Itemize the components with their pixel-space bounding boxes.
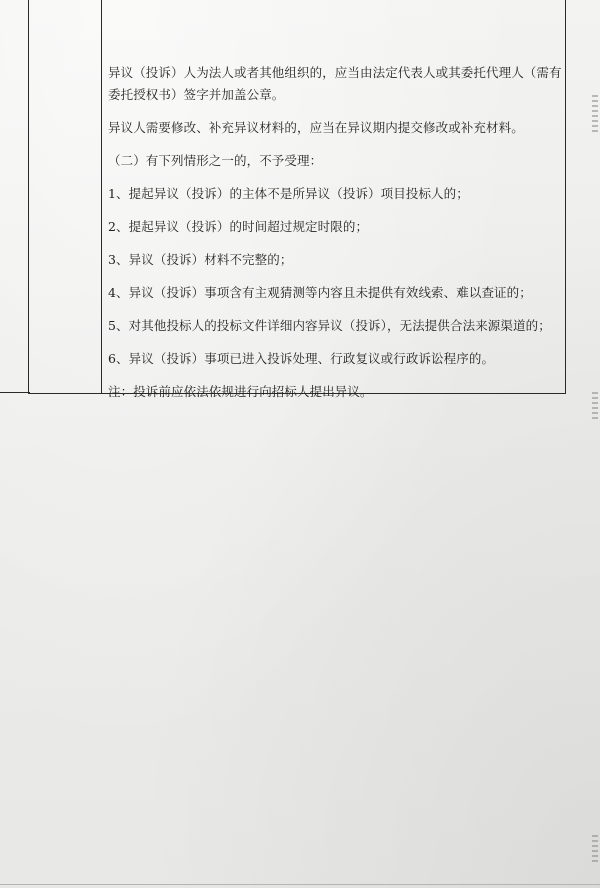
list-item: 5、对其他投标人的投标文件详细内容异议（投诉），无法提供合法来源渠道的； [108, 318, 551, 333]
binding-hole-mark [592, 95, 598, 135]
table-bottom-left-rule [0, 392, 30, 393]
note-line: 注：投诉前应依法依规进行向招标人提出异议。 [108, 384, 373, 399]
table-column-divider [101, 0, 102, 394]
list-item: 3、异议（投诉）材料不完整的； [108, 252, 293, 267]
paragraph-line: 委托授权书）签字并加盖公章。 [108, 87, 285, 102]
binding-hole-mark [592, 392, 598, 422]
table-cell-content [108, 62, 560, 403]
section-heading: （二）有下列情形之一的，不予受理： [108, 153, 323, 168]
paragraph-line: 异议人需要修改、补充异议材料的，应当在异议期内提交修改或补充材料。 [108, 120, 524, 135]
page-bottom-edge [0, 884, 600, 885]
list-item: 6、异议（投诉）事项已进入投诉处理、行政复议或行政诉讼程序的。 [108, 351, 495, 366]
list-item: 1、提起异议（投诉）的主体不是所异议（投诉）项目投标人的； [108, 186, 469, 201]
list-item: 4、异议（投诉）事项含有主观猜测等内容且未提供有效线索、难以查证的； [108, 285, 532, 300]
paragraph-line: 异议（投诉）人为法人或者其他组织的，应当由法定代表人或其委托代理人（需有 [108, 65, 562, 80]
binding-hole-mark [592, 835, 598, 865]
list-item: 2、提起异议（投诉）的时间超过规定时限的； [108, 219, 369, 234]
